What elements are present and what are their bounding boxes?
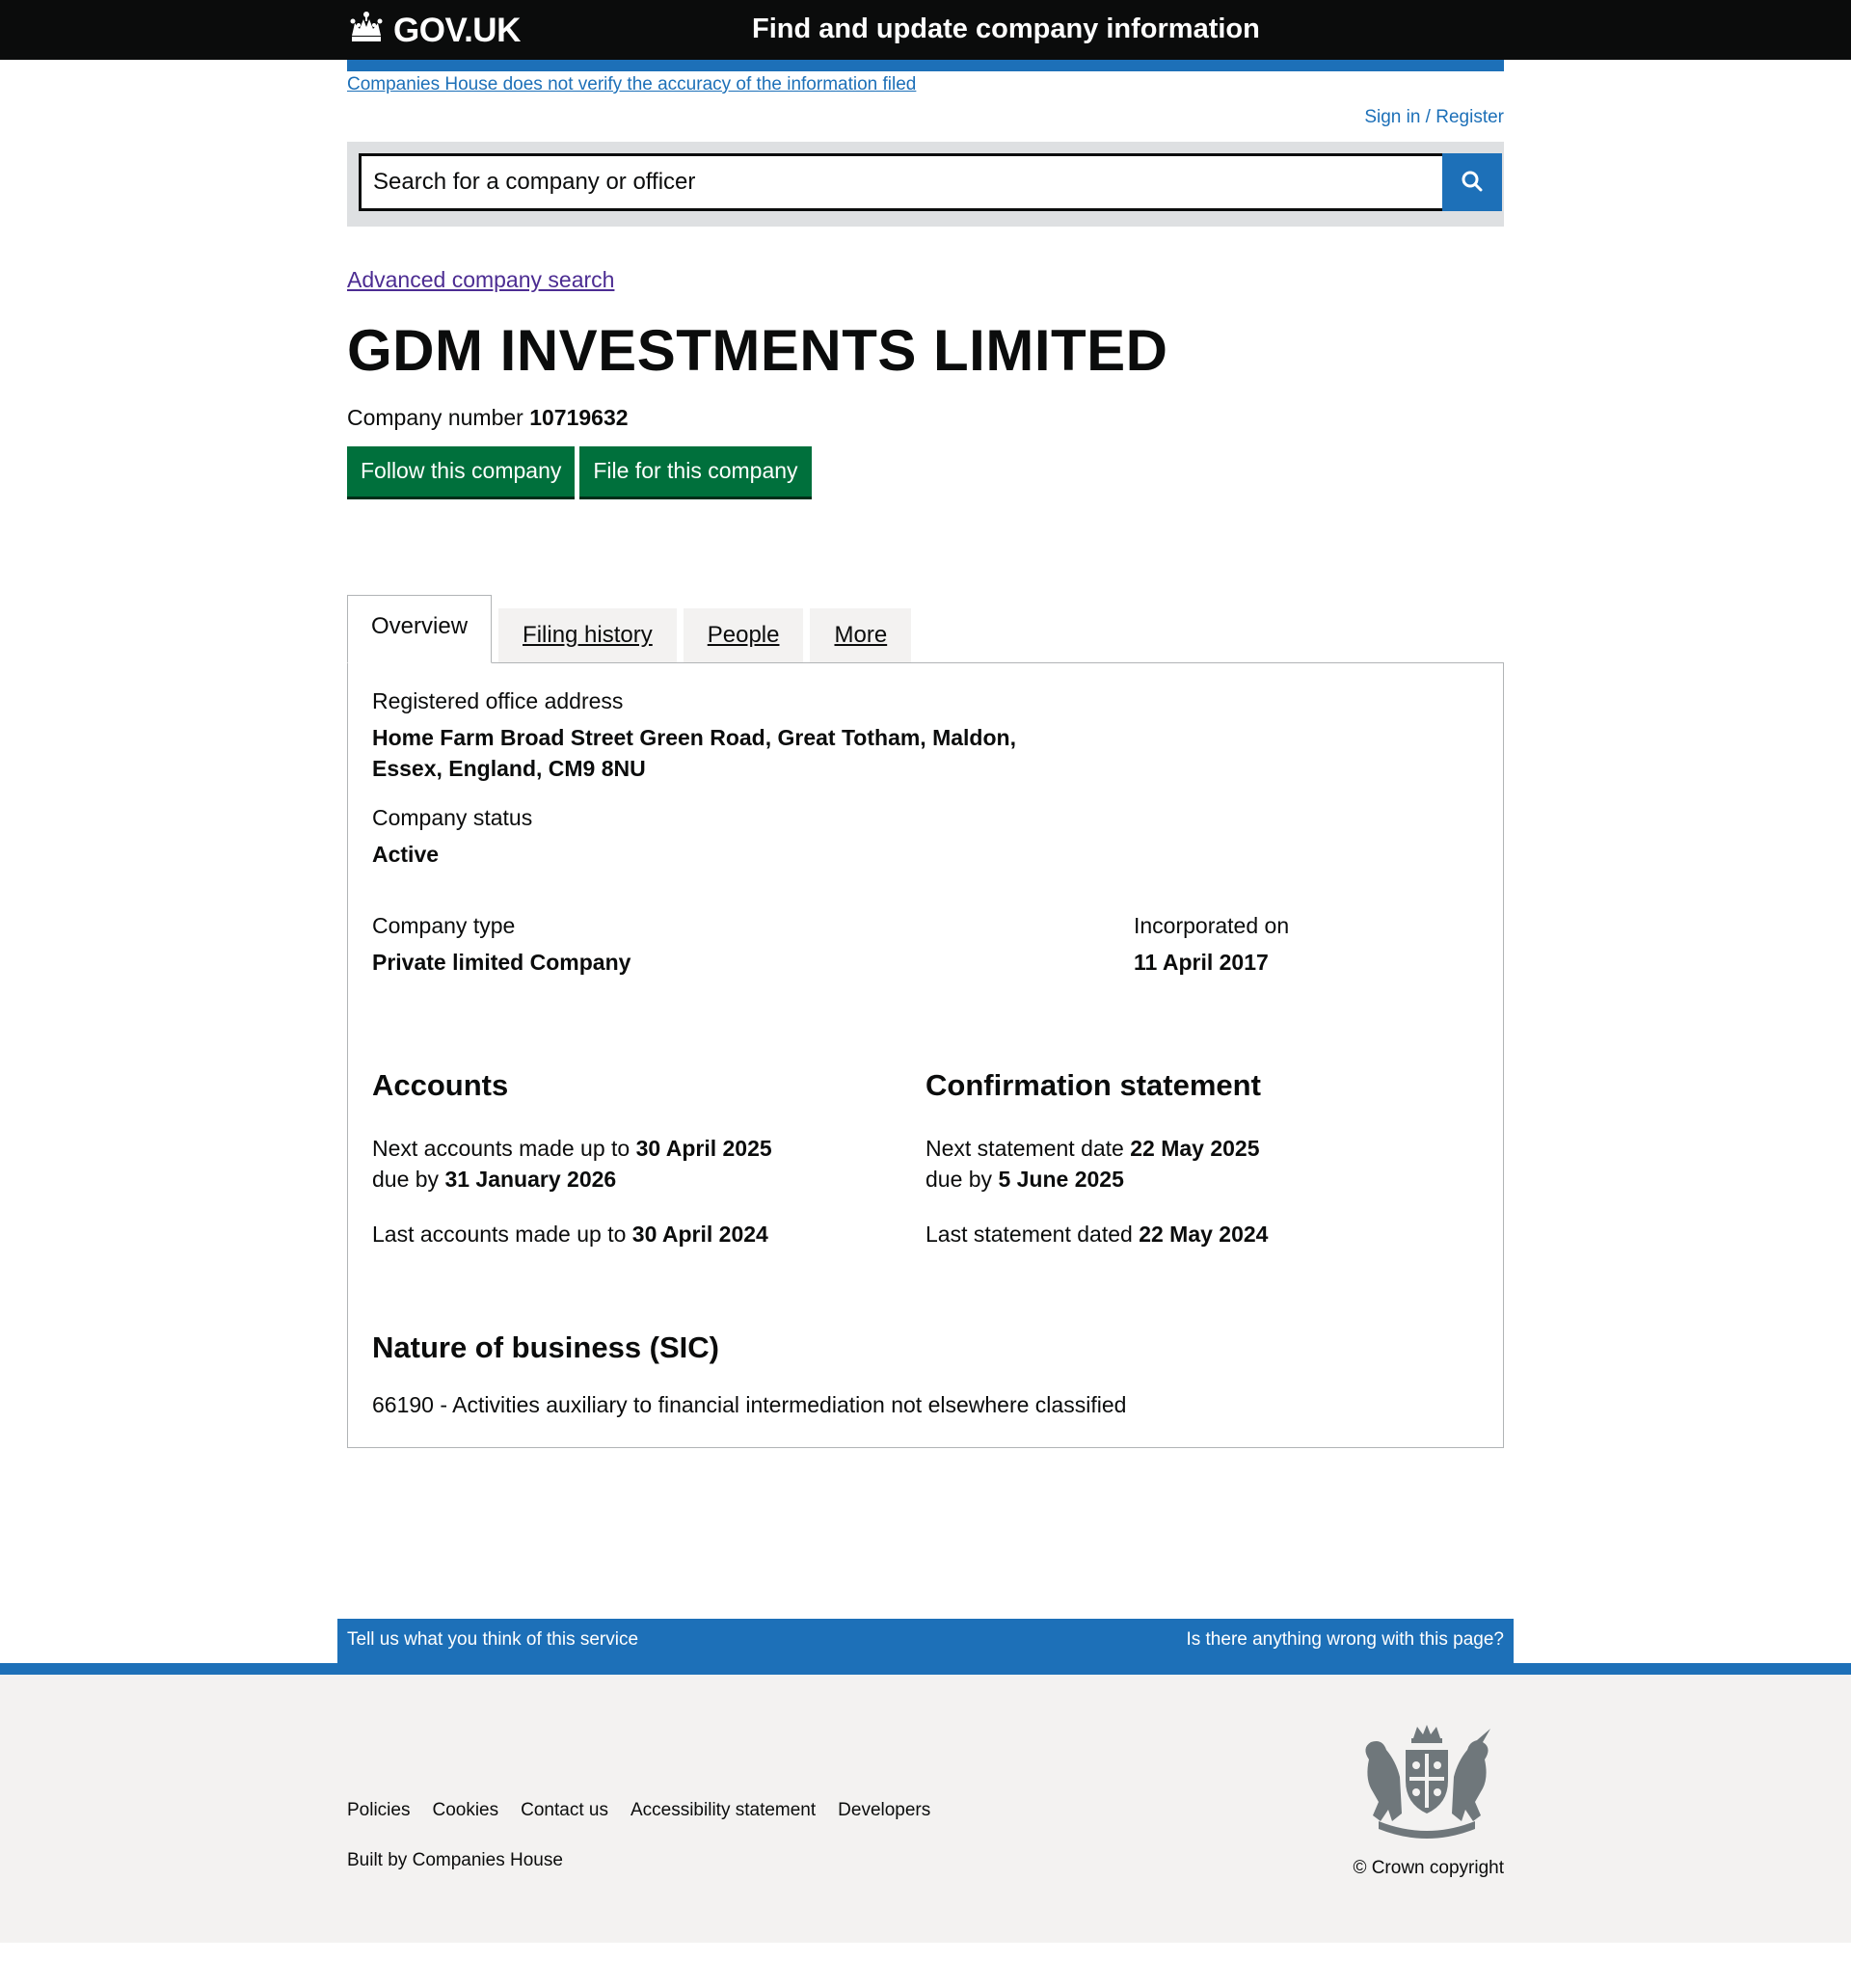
search-input[interactable] (359, 153, 1445, 211)
search-icon (1462, 171, 1483, 195)
registered-office-value (372, 722, 1479, 784)
sic-item: 66190 - Activities auxiliary to financial intermediation not elsewhere classified (372, 1391, 1127, 1417)
company-tabs (347, 595, 1504, 662)
company-type-value: Private limited Company (372, 949, 631, 975)
main-content (347, 74, 1504, 1448)
company-type-label: Company type (372, 912, 516, 938)
feedback-bar (337, 1619, 1514, 1663)
incorporated-label: Incorporated on (1134, 912, 1290, 938)
feedback-link[interactable]: Tell us what you think of this service (347, 1628, 639, 1650)
address-line-2: Essex, England, CM9 8NU (372, 756, 646, 782)
sign-in-link[interactable]: Sign in / Register (1364, 107, 1504, 127)
next-accounts-text (372, 1133, 926, 1195)
tab-people[interactable]: People (684, 608, 804, 662)
confirmation-section (926, 1064, 1479, 1273)
footer-links (347, 1800, 930, 1821)
built-by-prefix: Built by (347, 1849, 408, 1870)
file-for-company-button[interactable]: File for this company (579, 446, 811, 497)
address-line-1: Home Farm Broad Street Green Road, Great Totham, Maldon, (372, 725, 1016, 750)
sic-heading: Nature of business (SIC) (372, 1330, 719, 1364)
company-status-field (372, 805, 1479, 870)
last-accounts-text (372, 1219, 926, 1249)
crown-copyright-link[interactable]: © Crown copyright (1353, 1857, 1504, 1878)
statement-due-date: 5 June 2025 (998, 1167, 1124, 1193)
accounts-due-label: due by (372, 1167, 440, 1193)
last-statement-label: Last statement dated (926, 1221, 1133, 1247)
registered-office-field (372, 688, 1479, 784)
confirmation-heading: Confirmation statement (926, 1067, 1261, 1102)
disclaimer-link[interactable]: Companies House does not verify the accuracy of the information filed (347, 74, 917, 94)
company-actions (347, 446, 1504, 497)
company-number: 10719632 (529, 405, 629, 430)
statement-due-label: due by (926, 1167, 993, 1193)
footer-link-contact[interactable]: Contact us (521, 1799, 608, 1820)
search-button[interactable] (1442, 153, 1502, 211)
accounts-heading: Accounts (372, 1067, 509, 1102)
advanced-search-link[interactable]: Advanced company search (347, 267, 615, 292)
last-statement-date: 22 May 2024 (1139, 1221, 1269, 1247)
service-name[interactable]: Find and update company information (752, 13, 1260, 44)
site-header (0, 0, 1851, 60)
built-by (347, 1850, 563, 1871)
site-footer (0, 1675, 1851, 1943)
footer-link-cookies[interactable]: Cookies (432, 1799, 499, 1820)
next-accounts-date: 30 April 2025 (635, 1136, 772, 1162)
last-accounts-label: Last accounts made up to (372, 1221, 627, 1247)
type-incorporation-row (372, 913, 1479, 978)
last-accounts-date: 30 April 2024 (631, 1221, 768, 1247)
accounts-section (372, 1064, 926, 1273)
crown-icon (347, 10, 386, 51)
overview-panel (347, 662, 1504, 1448)
report-problem-link[interactable]: Is there anything wrong with this page? (1186, 1628, 1504, 1650)
company-number-row (347, 405, 1504, 431)
company-number-label: Company number (347, 405, 523, 430)
follow-company-button[interactable]: Follow this company (347, 446, 575, 497)
incorporated-value: 11 April 2017 (1134, 949, 1269, 975)
last-statement-text (926, 1219, 1479, 1249)
footer-link-accessibility[interactable]: Accessibility statement (630, 1799, 817, 1820)
footer-link-developers[interactable]: Developers (838, 1799, 931, 1820)
footer-blue-line (0, 1663, 1851, 1675)
registered-office-label: Registered office address (372, 688, 624, 713)
royal-crest-icon (1350, 1721, 1504, 1846)
signin-row (347, 107, 1504, 128)
govuk-logo-link[interactable] (347, 10, 521, 51)
accounts-due-date: 31 January 2026 (444, 1167, 617, 1193)
tab-more[interactable]: More (810, 608, 911, 662)
next-statement-label: Next statement date (926, 1136, 1124, 1162)
company-status-label: Company status (372, 805, 533, 831)
logo-text: GOV.UK (393, 11, 521, 49)
tab-filing-history[interactable]: Filing history (498, 608, 677, 662)
company-name: GDM INVESTMENTS LIMITED (347, 318, 1168, 383)
tab-overview[interactable]: Overview (347, 595, 492, 663)
search-box (347, 142, 1504, 227)
header-blue-strip (347, 60, 1504, 71)
next-statement-date: 22 May 2025 (1130, 1136, 1260, 1162)
next-accounts-label: Next accounts made up to (372, 1136, 630, 1162)
footer-link-policies[interactable]: Policies (347, 1799, 411, 1820)
next-statement-text (926, 1133, 1479, 1195)
accounts-confirmation-row (372, 1064, 1479, 1273)
company-type-field (372, 913, 1134, 978)
incorporated-field (1134, 913, 1289, 978)
companies-house-link[interactable]: Companies House (412, 1849, 563, 1870)
company-status-value: Active (372, 842, 440, 868)
